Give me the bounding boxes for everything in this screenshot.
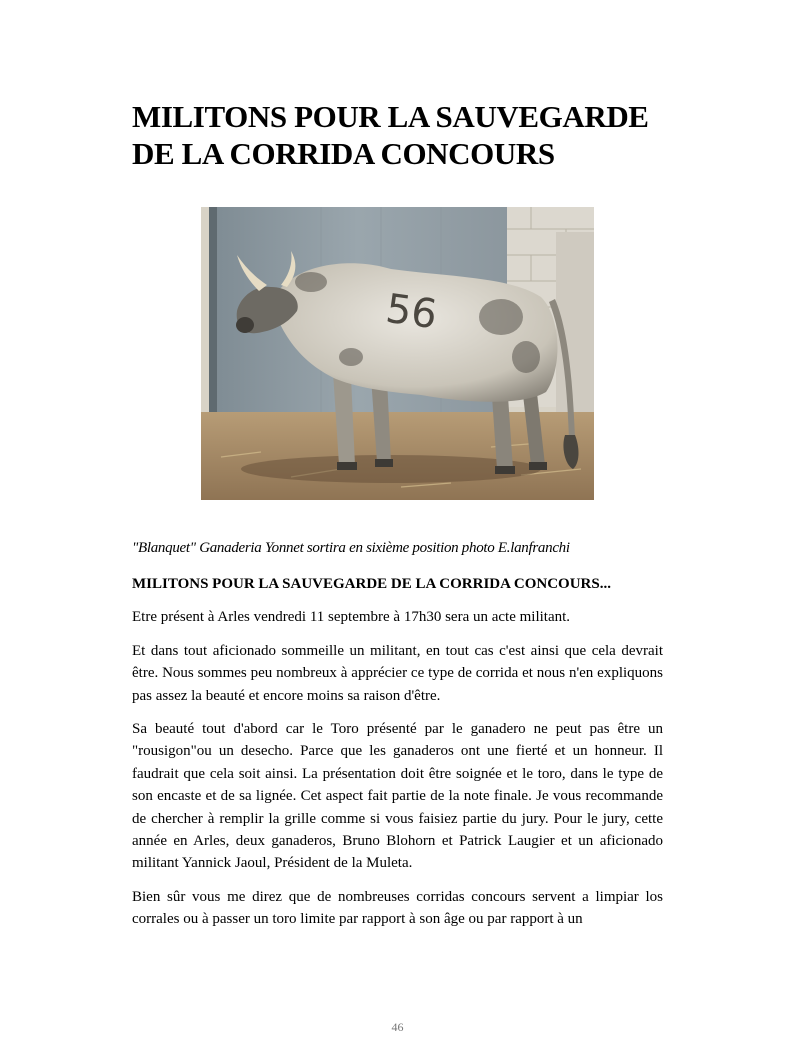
- paragraph-3: Sa beauté tout d'abord car le Toro présenté par le ganadero ne peut pas être un "rousigon"ou un desecho. Parce que les ganaderos ont une fierté et un honneur. Il faudrait que cela soit ainsi. La présentation doit être soignée et le toro, dans le type de son encaste et de sa lignée. Cet aspect fait partie de la note finale. Je vous recommande de chercher à remplir la grille comme si vous faisiez partie du jury. Pour le jury, cette année en Arles, deux ganaderos, Bruno Blohorn et Patrick Laugier et un aficionado militant Yannick Jaoul, Président de la Muleta.: [132, 721, 663, 872]
- page-title: MILITONS POUR LA SAUVEGARDE DE LA CORRIDA CONCOURS: [132, 99, 649, 171]
- bull-brand-number: 56: [383, 285, 440, 339]
- article-subhead: MILITONS POUR LA SAUVEGARDE DE LA CORRIDA CONCOURS...: [132, 576, 611, 592]
- paragraph-4: Bien sûr vous me direz que de nombreuses corridas concours servent a limpiar los corrales ou à passer un toro limite par rapport à son âge ou par rapport à un: [132, 888, 663, 928]
- photo-caption: "Blanquet" Ganaderia Yonnet sortira en sixième position photo E.lanfranchi: [132, 540, 570, 556]
- article-body: [132, 573, 663, 942]
- paragraph-1: Etre présent à Arles vendredi 11 septembre à 17h30 sera un acte militant.: [132, 609, 571, 626]
- bull-photo-illustration: [201, 207, 594, 500]
- bull-photo: [201, 207, 594, 500]
- paragraph-2: Et dans tout aficionado sommeille un militant, en tout cas c'est ainsi que cela devrait être. Nous sommes peu nombreux à apprécier ce type de corrida et nous n'en expliquons pas assez la beauté et encore moins sa raison d'être.: [132, 642, 663, 704]
- page-number: 46: [391, 1020, 404, 1034]
